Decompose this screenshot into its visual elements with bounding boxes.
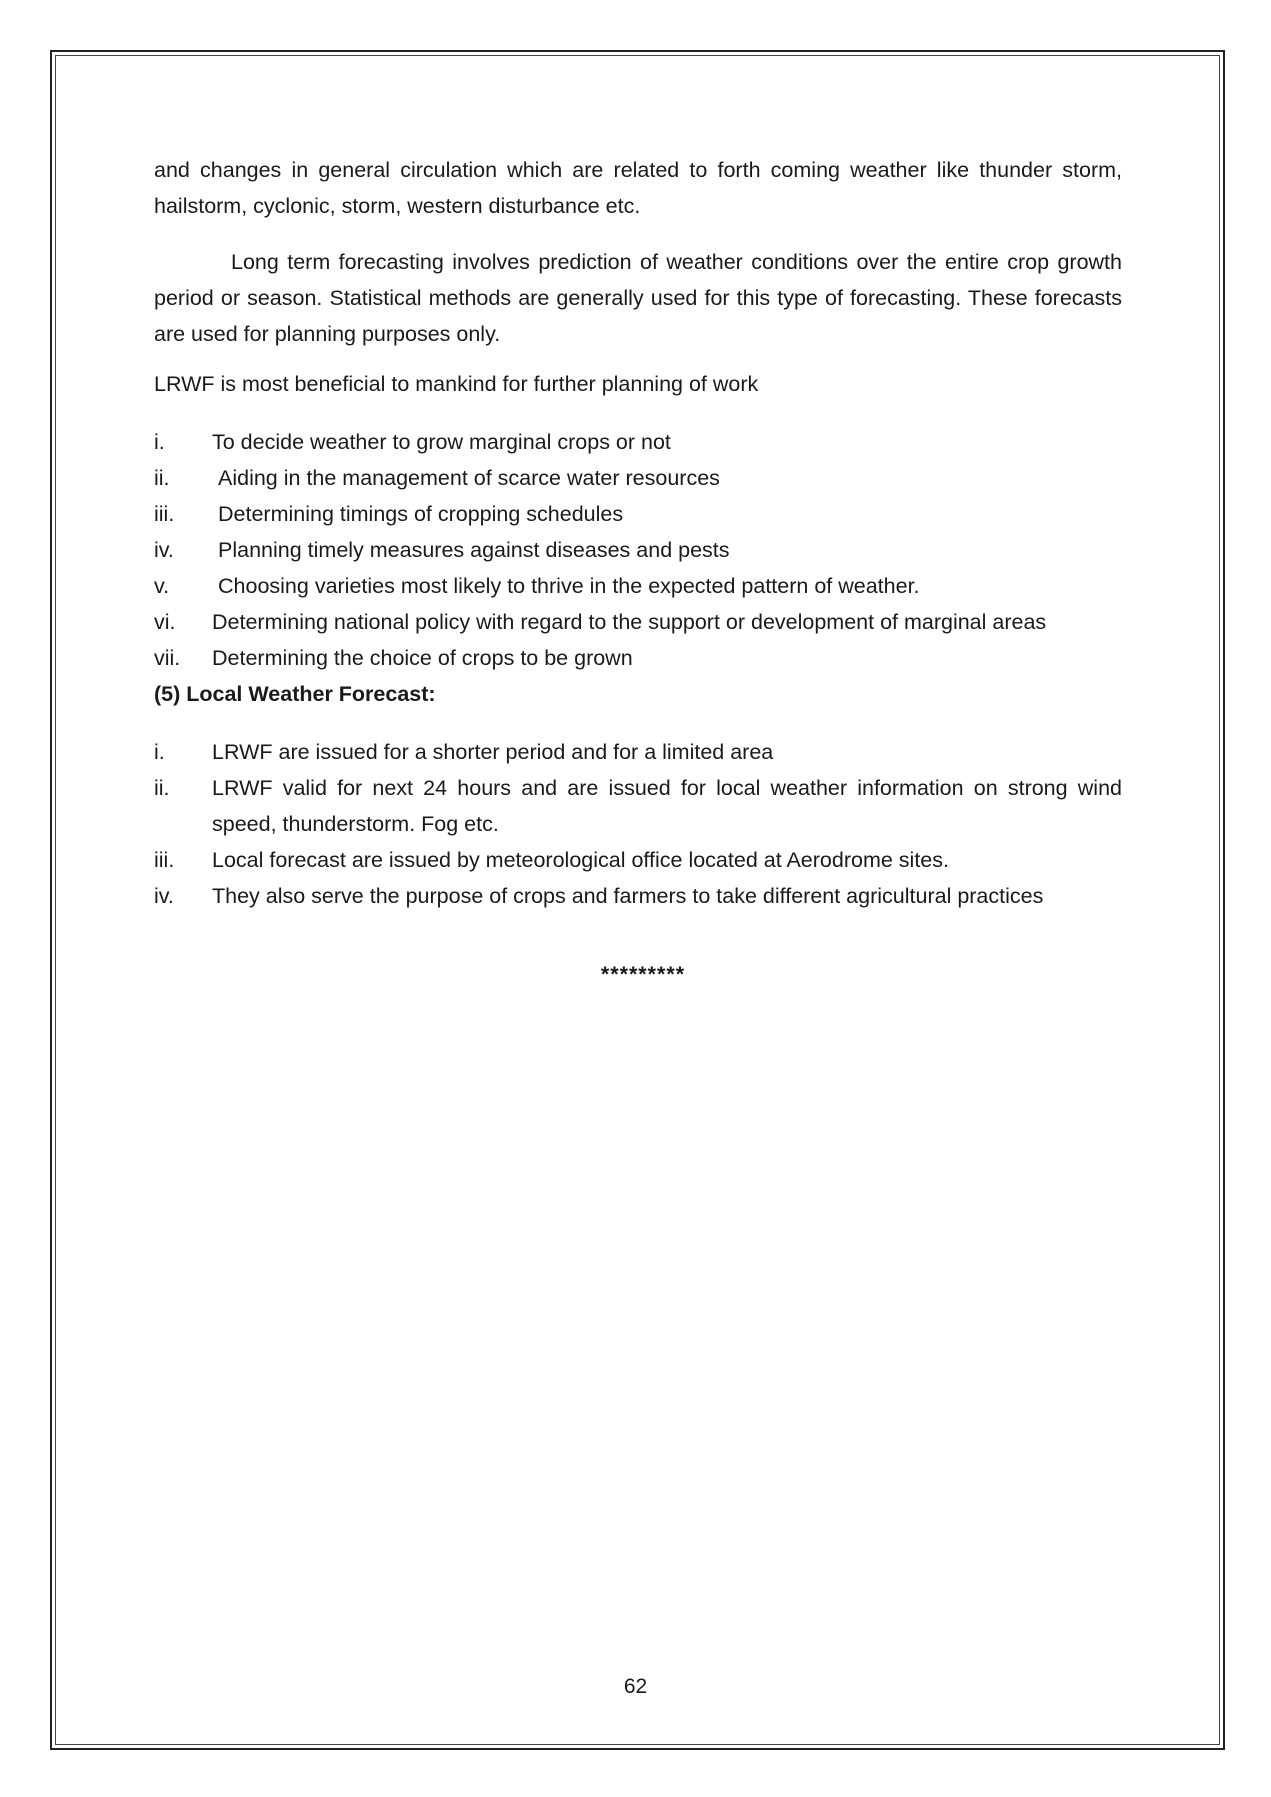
list-item-text: Determining timings of cropping schedules (218, 502, 624, 526)
section-heading: (5) Local Weather Forecast: (154, 682, 436, 706)
list-item (154, 496, 1122, 532)
list-item-number: iii. (154, 848, 175, 872)
paragraph-long-term (154, 244, 1122, 352)
list-item-number: ii. (154, 466, 170, 490)
list-item-text: LRWF valid for next 24 hours and are issued for local weather information on strong wind speed, thunderstorm. Fog etc. (212, 776, 1122, 836)
list-item-number: iv. (154, 884, 174, 908)
list-item (154, 460, 1122, 496)
page-number: 62 (623, 1675, 648, 1698)
paragraph-continuation: and changes in general circulation which are related to forth coming weather like thunder storm, hailstorm, cyclonic, storm, western disturbance etc. (154, 158, 1122, 218)
list-item (154, 532, 1122, 568)
list-item-text: LRWF are issued for a shorter period and for a limited area (212, 740, 774, 764)
list-item-text: Determining the choice of crops to be grown (212, 646, 633, 670)
list-item-number: i. (154, 740, 165, 764)
list-item (154, 604, 1122, 640)
list-item-text: Choosing varieties most likely to thrive in the expected pattern of weather. (218, 574, 920, 598)
list-item-number: i. (154, 430, 165, 454)
list-item-number: iii. (154, 502, 175, 526)
list-item-number: ii. (154, 776, 170, 800)
list-item-number: vi. (154, 610, 176, 634)
list-item-text: Local forecast are issued by meteorological office located at Aerodrome sites. (212, 848, 949, 872)
list-item-number: vii. (154, 646, 181, 670)
local-forecast-list (154, 734, 1122, 914)
list-item-text: Planning timely measures against diseases and pests (218, 538, 730, 562)
list-item-number: iv. (154, 538, 174, 562)
list-item-text: Aiding in the management of scarce water resources (218, 466, 720, 490)
paragraph-long-term-text: Long term forecasting involves prediction of weather conditions over the entire crop growth period or season. Statistical methods are generally used for this type of forecasting. These forecasts are used for planning purposes only. (154, 250, 1122, 346)
list-item (154, 770, 1122, 842)
benefits-list (154, 424, 1122, 676)
list-item-text: They also serve the purpose of crops and farmers to take different agricultural practices (212, 884, 1044, 908)
list-item-text: Determining national policy with regard to the support or development of marginal areas (212, 610, 1047, 634)
list-item (154, 424, 1122, 460)
list-item (154, 842, 1122, 878)
list-item (154, 568, 1122, 604)
list-item (154, 878, 1122, 914)
page-content (154, 152, 1122, 992)
end-marker: ********* (600, 962, 686, 986)
list-item (154, 640, 1122, 676)
list-item-number: v. (154, 574, 170, 598)
list-item-text: To decide weather to grow marginal crops or not (212, 430, 671, 454)
list-item (154, 734, 1122, 770)
paragraph-lrwf-intro: LRWF is most beneficial to mankind for further planning of work (154, 372, 759, 396)
